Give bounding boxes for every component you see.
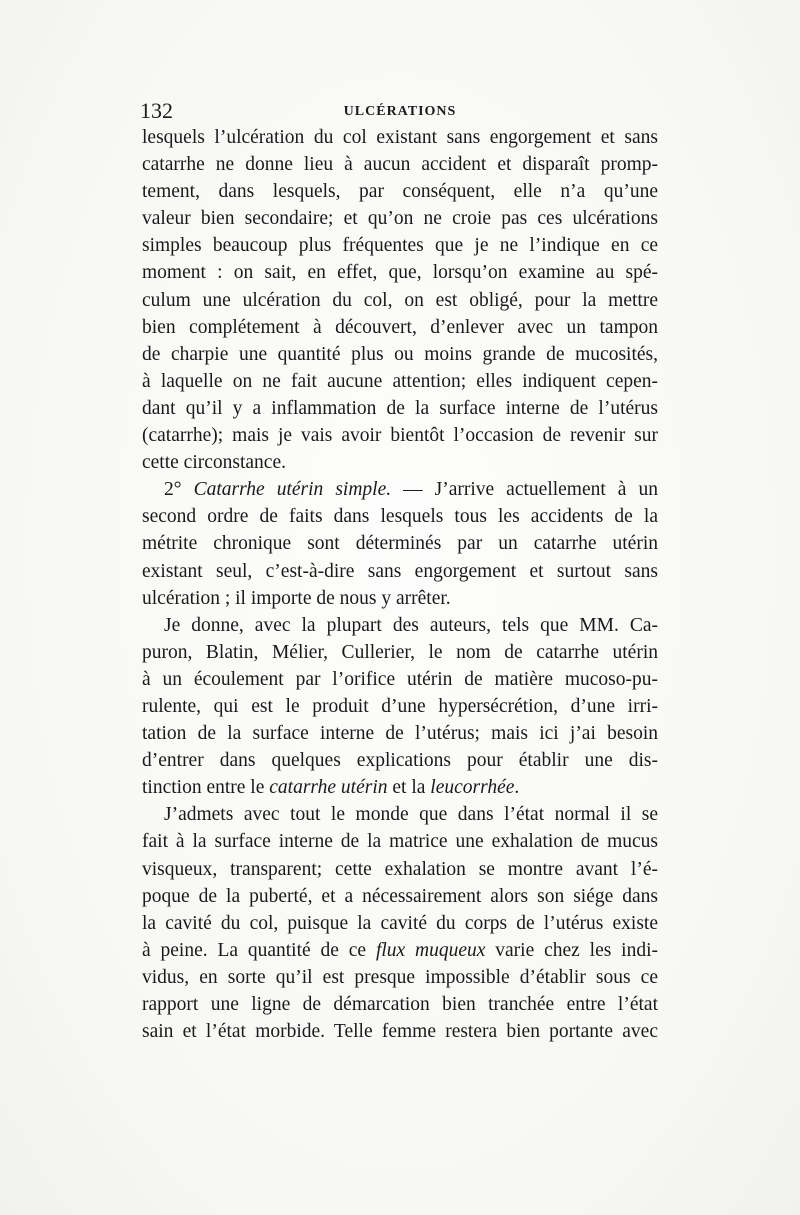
- text-line: [142, 151, 658, 178]
- paragraph: [142, 476, 658, 611]
- text-line: [142, 422, 658, 449]
- text-segment: ulcération ; il importe de nous y arrêter.: [142, 587, 451, 609]
- text-segment: dant qu’il y a inflammation de la surface interne de l’utérus: [142, 397, 658, 419]
- text-line: [142, 178, 658, 205]
- text-segment: puron, Blatin, Mélier, Cullerier, le nom de catarrhe utérin: [142, 641, 658, 663]
- text-segment: tinction entre le: [142, 777, 270, 799]
- text-line: [142, 720, 658, 747]
- text-segment: (catarrhe); mais je vais avoir bientôt l’occasion de revenir sur: [142, 425, 658, 447]
- paragraph: [142, 124, 658, 476]
- text-segment: la cavité du col, puisque la cavité du corps de l’utérus existe: [142, 912, 658, 934]
- text-segment: valeur bien secondaire; et qu’on ne croie pas ces ulcérations: [142, 208, 658, 230]
- text-line: [142, 259, 658, 286]
- text-segment: tement, dans lesquels, par conséquent, elle n’a qu’une: [142, 181, 658, 203]
- text-segment: culum une ulcération du col, on est obligé, pour la mettre: [142, 289, 658, 311]
- text-line: [142, 558, 658, 585]
- text-line: [142, 449, 658, 476]
- text-line: [142, 530, 658, 557]
- text-line: [142, 232, 658, 259]
- text-line: [142, 124, 658, 151]
- italic-segment: Catarrhe utérin simple.: [193, 479, 392, 501]
- text-segment: Je donne, avec la plupart des auteurs, tels que MM. Ca-: [164, 614, 658, 636]
- text-segment: cette circonstance.: [142, 452, 286, 474]
- text-line: [142, 1018, 658, 1045]
- text-segment: .: [514, 777, 520, 799]
- text-segment: visqueux, transparent; cette exhalation se montre avant l’é-: [142, 858, 658, 880]
- text-line: [142, 774, 658, 801]
- text-segment: simples beaucoup plus fréquentes que je ne l’indique en ce: [142, 235, 658, 257]
- text-line: [142, 612, 658, 639]
- page-header: [140, 98, 660, 126]
- body-text: [142, 124, 658, 1045]
- text-segment: sain et l’état morbide. Telle femme restera bien portante avec: [142, 1021, 658, 1043]
- text-segment: moment : on sait, en effet, que, lorsqu’on examine au spé-: [142, 262, 658, 284]
- paragraph: [142, 801, 658, 1045]
- text-segment: — J’arrive actuellement à un: [391, 479, 658, 501]
- text-segment: catarrhe ne donne lieu à aucun accident et disparaît promp-: [142, 154, 658, 176]
- text-segment: à laquelle on ne fait aucune attention; elles indiquent cepen-: [142, 370, 658, 392]
- text-line: [142, 639, 658, 666]
- text-line: [142, 205, 658, 232]
- paragraph: [142, 612, 658, 802]
- running-title: ULCÉRATIONS: [343, 104, 457, 119]
- text-line: [142, 341, 658, 368]
- text-segment: second ordre de faits dans lesquels tous les accidents de la: [142, 506, 658, 528]
- text-segment: rapport une ligne de démarcation bien tranchée entre l’état: [142, 994, 658, 1015]
- italic-segment: flux muqueux: [375, 939, 486, 961]
- text-line: [142, 964, 658, 991]
- page-number: 132: [140, 98, 173, 123]
- italic-segment: catarrhe utérin: [269, 777, 388, 799]
- text-segment: poque de la puberté, et a nécessairement alors son siége dans: [142, 885, 658, 907]
- text-segment: à peine. La quantité de ce: [142, 939, 376, 961]
- text-line: [142, 287, 658, 314]
- text-segment: fait à la surface interne de la matrice une exhalation de mucus: [142, 831, 658, 853]
- text-segment: et la: [387, 777, 431, 799]
- text-segment: rulente, qui est le produit d’une hypersécrétion, d’une irri-: [142, 695, 658, 717]
- text-segment: bien complétement à découvert, d’enlever avec un tampon: [142, 316, 658, 338]
- text-segment: d’entrer dans quelques explications pour établir une dis-: [142, 750, 658, 772]
- text-line: [142, 991, 658, 1018]
- text-line: [142, 910, 658, 937]
- text-segment: J’admets avec tout le monde que dans l’état normal il se: [164, 804, 658, 826]
- text-line: [142, 666, 658, 693]
- text-line: [142, 747, 658, 774]
- text-segment: varie chez les indi-: [485, 939, 658, 961]
- text-segment: de charpie une quantité plus ou moins grande de mucosités,: [142, 343, 658, 365]
- text-line: [142, 395, 658, 422]
- text-segment: tation de la surface interne de l’utérus; mais ici j’ai besoin: [142, 723, 658, 745]
- text-line: [142, 828, 658, 855]
- text-line: [142, 693, 658, 720]
- text-line: [142, 503, 658, 530]
- text-segment: 2°: [164, 479, 194, 501]
- text-line: [142, 476, 658, 503]
- text-line: [142, 883, 658, 910]
- text-segment: métrite chronique sont déterminés par un catarrhe utérin: [142, 533, 658, 555]
- text-line: [142, 368, 658, 395]
- text-line: [142, 856, 658, 883]
- text-line: [142, 314, 658, 341]
- text-line: [142, 585, 658, 612]
- text-line: [142, 801, 658, 828]
- text-segment: lesquels l’ulcération du col existant sans engorgement et sans: [142, 127, 658, 148]
- text-segment: existant seul, c’est-à-dire sans engorgement et surtout sans: [142, 560, 658, 582]
- text-line: [142, 937, 658, 964]
- text-segment: à un écoulement par l’orifice utérin de matière mucoso-pu-: [142, 668, 658, 690]
- text-segment: vidus, en sorte qu’il est presque impossible d’établir sous ce: [142, 966, 658, 988]
- italic-segment: leucorrhée: [430, 777, 515, 799]
